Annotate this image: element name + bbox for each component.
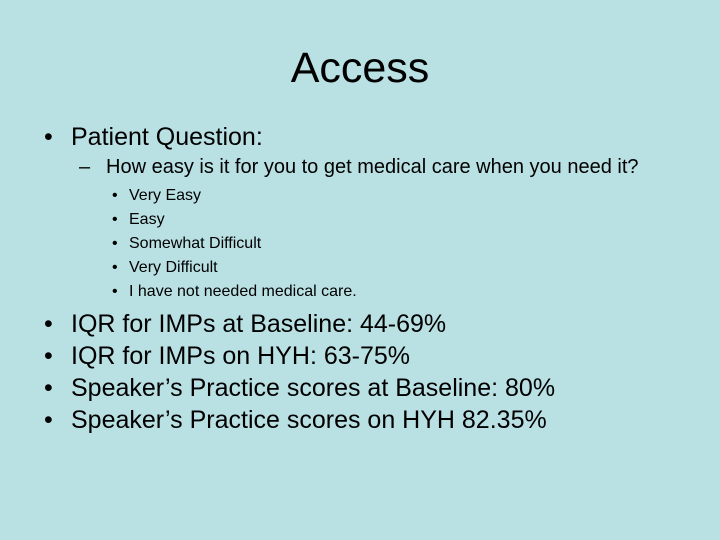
option-text: Somewhat Difficult — [129, 235, 262, 252]
bullet-item-practice-hyh — [44, 405, 684, 436]
option-item — [106, 232, 684, 256]
option-text: Very Difficult — [129, 259, 218, 276]
dash-icon: – — [79, 156, 91, 178]
bullet-icon: • — [44, 406, 53, 434]
bullet-text: Speaker’s Practice scores on HYH 82.35% — [71, 406, 547, 434]
bullet-icon: • — [44, 374, 53, 402]
option-text: I have not needed medical care. — [129, 283, 357, 300]
bullet-icon: • — [112, 235, 118, 252]
bullet-item-patient-question — [44, 122, 684, 304]
sub-list — [71, 156, 684, 304]
slide-title: Access — [290, 44, 430, 92]
bullet-item-practice-baseline — [44, 373, 684, 404]
bullet-text: Patient Question: — [71, 123, 263, 151]
bullet-text: IQR for IMPs at Baseline: 44-69% — [71, 310, 447, 338]
options-list — [106, 184, 684, 304]
option-item — [106, 280, 684, 304]
option-item — [106, 256, 684, 280]
option-item — [106, 184, 684, 208]
bullet-icon: • — [112, 283, 118, 300]
bullet-icon: • — [44, 123, 53, 151]
option-text: Very Easy — [129, 187, 202, 204]
bullet-text: IQR for IMPs on HYH: 63-75% — [71, 342, 411, 370]
bullet-icon: • — [112, 211, 118, 228]
bullet-icon: • — [44, 310, 53, 338]
bullet-list — [44, 122, 684, 436]
option-text: Easy — [129, 211, 165, 228]
sub-item-text: How easy is it for you to get medical care when you need it? — [106, 156, 639, 178]
bullet-icon: • — [112, 187, 118, 204]
bullet-icon: • — [112, 259, 118, 276]
bullet-item-iqr-hyh — [44, 341, 684, 372]
bullet-text: Speaker’s Practice scores at Baseline: 80% — [71, 374, 556, 402]
option-item — [106, 208, 684, 232]
bullet-icon: • — [44, 342, 53, 370]
sub-item-question — [71, 156, 684, 304]
bullet-item-iqr-baseline — [44, 309, 684, 340]
